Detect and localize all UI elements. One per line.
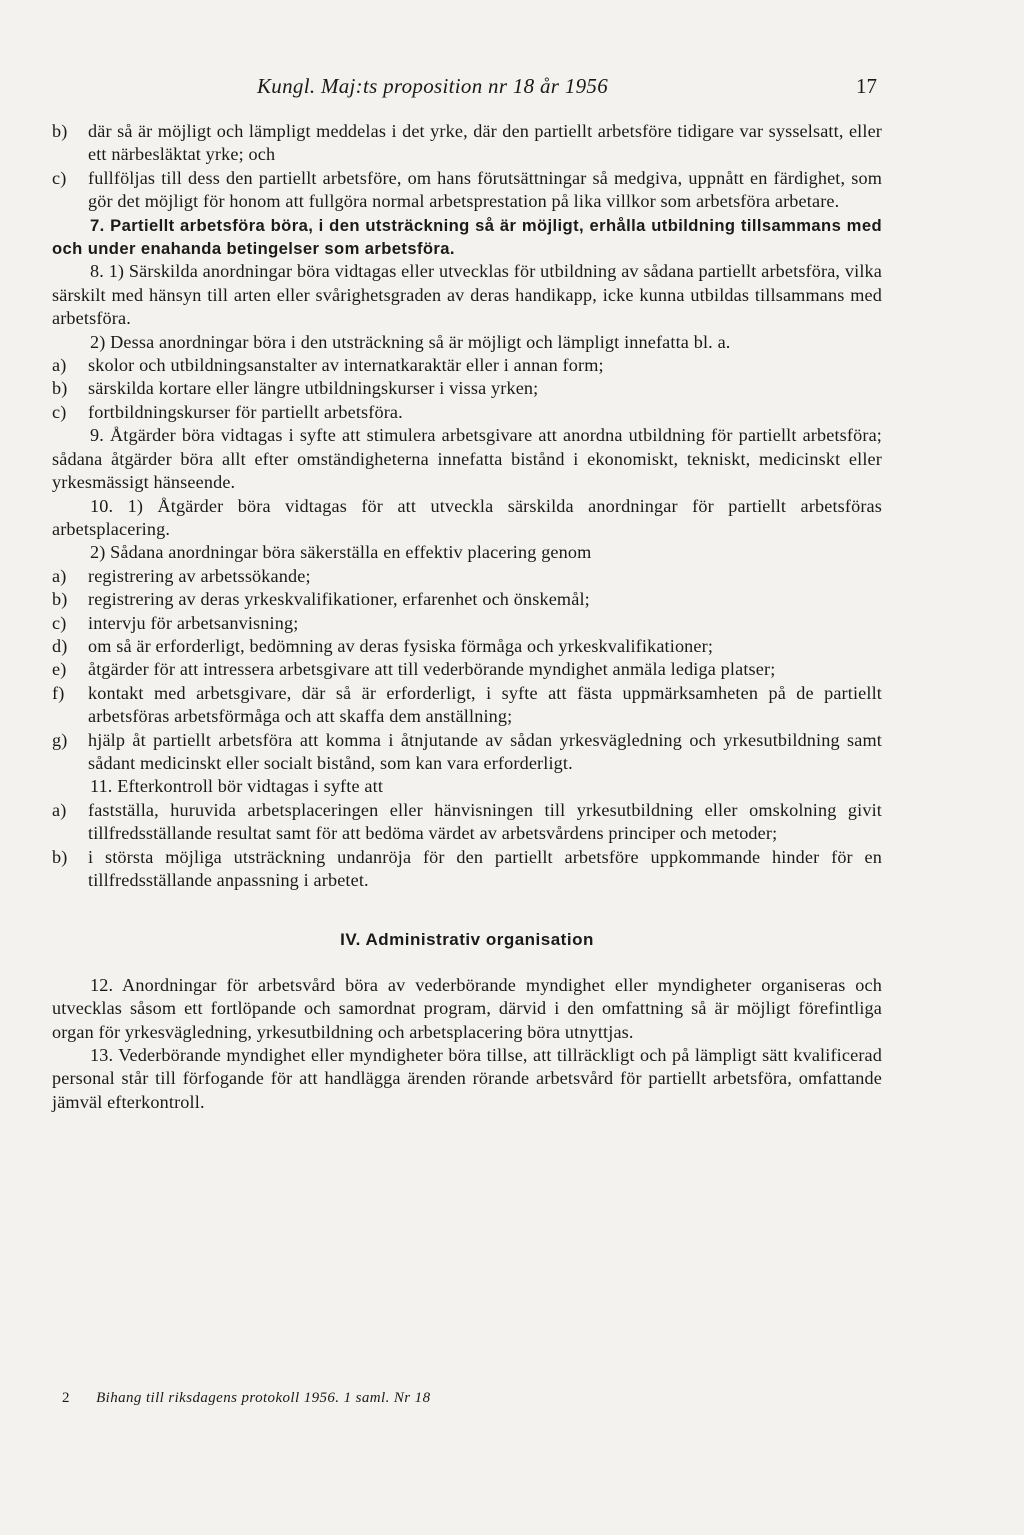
page-header [55, 74, 877, 104]
list-text: där så är möjligt och lämpligt meddelas i det yrke, där den partiellt arbetsföre tidigare var sysselsatt, eller ett närbesläktat yrke; och [88, 121, 882, 165]
paragraph-8: 8. 1) Särskilda anordningar böra vidtagas eller utvecklas för utbildning av sådana partiellt arbetsföra, vilka särskilt med hänsyn till arten eller svårighetsgraden av deras handikapp, icke kunna utbildas tillsammans med arbetsföra. [52, 261, 882, 329]
list-text: intervju för arbetsanvisning; [88, 612, 299, 633]
list-text: skolor och utbildningsanstalter av internatkaraktär eller i annan form; [88, 355, 604, 376]
running-title: Kungl. Maj:ts proposition nr 18 år 1956 [257, 74, 609, 98]
list-text: om så är erforderligt, bedömning av deras fysiska förmåga och yrkeskvalifikationer; [88, 635, 714, 656]
list-marker: g) [52, 729, 68, 750]
list-marker: b) [52, 589, 68, 610]
list-marker: e) [52, 659, 67, 680]
list-text: hjälp åt partiellt arbetsföra att komma i åtnjutande av sådan yrkesvägledning och yrkesutbildning samt sådant medicinskt eller socialt bistånd, som kan vara erforderligt. [88, 729, 882, 773]
list-text: fullföljas till dess den partiellt arbetsföre, om hans förutsättningar så medgiva, uppnått en färdighet, som gör det möjligt för honom att fullgöra normal arbetsprestation på lika villkor som arbetsföra arbetare. [88, 167, 882, 212]
list-text: i största möjliga utsträckning undanröja för den partiellt arbetsföre uppkommande hinder för en tillfredsställande anpassning i arbetet. [88, 846, 882, 890]
list-text: åtgärder för att intressera arbetsgivare att till vederbörande myndighet anmäla lediga platser; [88, 659, 776, 680]
list-item [52, 120, 882, 167]
list-item [52, 377, 882, 400]
list-text: registrering av deras yrkeskvalifikationer, erfarenhet och önskemål; [88, 589, 590, 610]
list-item [52, 354, 882, 377]
paragraph-8-2: 2) Dessa anordningar böra i den utsträckning så är möjligt och lämpligt innefatta bl. a. [90, 331, 731, 352]
paragraph-7: 7. Partiellt arbetsföra böra, i den utsträckning så är möjligt, erhålla utbildning tillsammans med och under enahanda betingelser som arbetsföra. [52, 215, 882, 259]
list-item [52, 167, 882, 214]
list-item [52, 658, 882, 681]
document-body [52, 120, 882, 1114]
list-item [52, 565, 882, 588]
list-marker: b) [52, 121, 68, 141]
list-item [52, 588, 882, 611]
paragraph-11: 11. Efterkontroll bör vidtagas i syfte att [90, 776, 384, 797]
list-marker: c) [52, 167, 67, 188]
list-text: fastställa, huruvida arbetsplaceringen eller hänvisningen till yrkesutbildning eller omskolning givit tillfredsställande resultat samt för att bedöma värdet av arbetsvårdens principer och metoder; [88, 799, 882, 844]
list-marker: d) [52, 635, 68, 656]
list-item [52, 635, 882, 658]
paragraph-13: 13. Vederbörande myndighet eller myndigheter böra tillse, att tillräckligt och på lämpligt sätt kvalificerad personal står till förfogande för att handlägga ärenden rörande arbetsvård för partiellt arbetsföra, omfattande jämväl efterkontroll. [52, 1045, 882, 1112]
list-text: fortbildningskurser för partiellt arbetsföra. [88, 401, 403, 422]
paragraph-12: 12. Anordningar för arbetsvård böra av vederbörande myndighet eller myndigheter organiseras och utvecklas såsom ett fortlöpande och samordnat program, därvid i den omfattning så är möjligt förefintliga organ för yrkesvägledning, yrkesutbildning och arbetsplacering böra utnyttjas. [52, 974, 882, 1042]
signature-mark: 2 [62, 1390, 70, 1406]
list-marker: c) [52, 612, 67, 633]
list-item [52, 612, 882, 635]
paragraph-10-2: 2) Sådana anordningar böra säkerställa en effektiv placering genom [90, 542, 592, 563]
section-heading: IV. Administrativ organisation [340, 930, 594, 950]
page-number: 17 [856, 74, 877, 98]
list-item [52, 846, 882, 893]
list-text: kontakt med arbetsgivare, där så är erforderligt, i syfte att fästa uppmärksamheten på de partiellt arbetsföras arbetsförmåga och att skaffa dem anställning; [88, 682, 882, 727]
list-marker: a) [52, 355, 67, 376]
list-item [52, 799, 882, 846]
paragraph-9: 9. Åtgärder böra vidtagas i syfte att stimulera arbetsgivare att anordna utbildning för partiellt arbetsföra; sådana åtgärder böra allt efter omständigheterna innefatta bistånd i ekonomiskt, tekniskt, medicinskt eller yrkesmässigt hänseende. [52, 425, 882, 493]
list-item [52, 729, 882, 776]
list-text: registrering av arbetssökande; [88, 565, 311, 586]
paragraph-10: 10. 1) Åtgärder böra vidtagas för att utveckla särskilda anordningar för partiellt arbetsföras arbetsplacering. [52, 495, 882, 539]
list-marker: b) [52, 846, 68, 867]
list-marker: c) [52, 401, 67, 422]
list-text: särskilda kortare eller längre utbildningskurser i vissa yrken; [88, 378, 539, 399]
list-marker: f) [52, 682, 65, 703]
page-footer [62, 1390, 430, 1407]
list-marker: b) [52, 378, 68, 399]
list-marker: a) [52, 799, 67, 820]
list-item [52, 682, 882, 729]
list-item [52, 401, 882, 424]
footer-text: Bihang till riksdagens protokoll 1956. 1 saml. Nr 18 [96, 1390, 431, 1406]
list-marker: a) [52, 565, 67, 586]
